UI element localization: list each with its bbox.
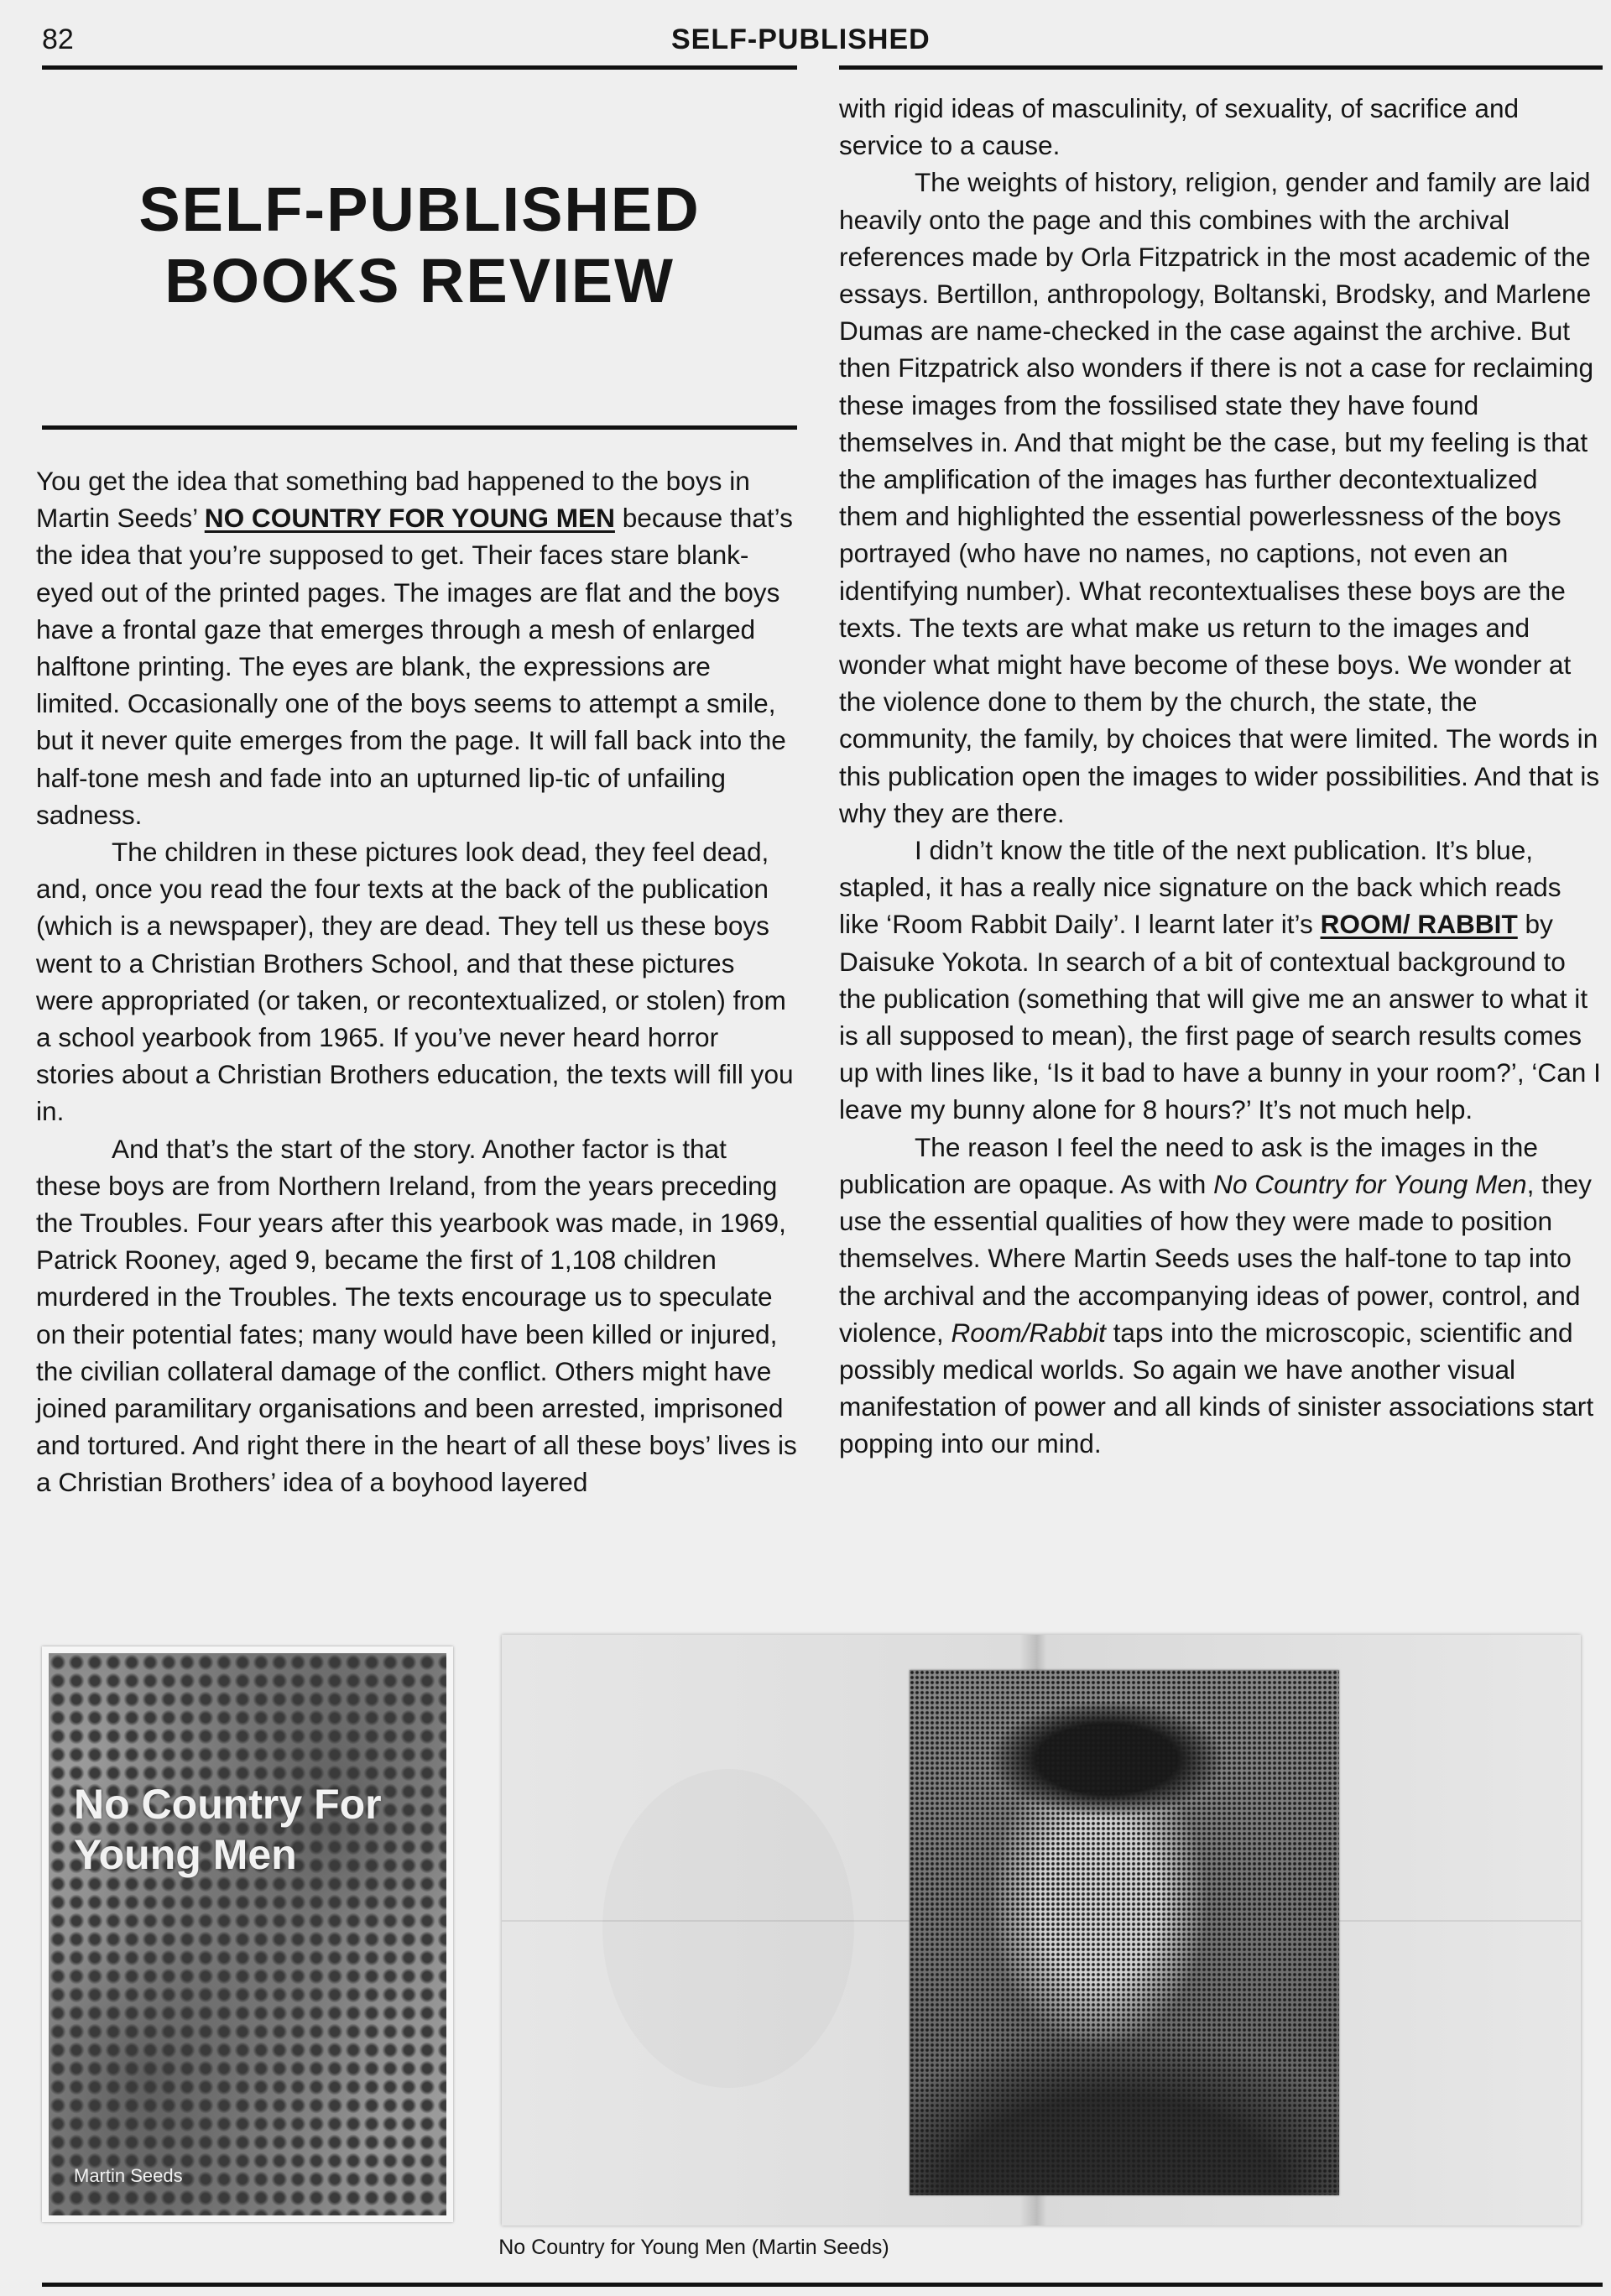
article-title-line2: BOOKS REVIEW	[164, 246, 675, 316]
cover-title: No Country For Young Men	[74, 1781, 382, 1878]
title-rule	[42, 425, 797, 430]
running-head: SELF-PUBLISHED	[671, 23, 931, 55]
page-number: 82	[42, 23, 74, 55]
paragraph	[839, 1129, 1603, 1463]
cover-author: Martin Seeds	[74, 2165, 183, 2186]
text-run: taps into the microscopic, scientific and possibly medical worlds. So again we have another visual manifestation of power and all kinds of sinister associations start popping into our mind.	[839, 1317, 1594, 1459]
paragraph	[839, 832, 1603, 1129]
paragraph: And that’s the start of the story. Another factor is that these boys are from Northern Ireland, from the years preceding the Troubles. Four years after this yearbook was made, in 1969, Patrick Rooney, aged 9, became the first of 1,108 children murdered in the Troubles. The texts encourage us to speculate on their potential fates; many would have been killed or injured, the civilian collateral damage of the conflict. Others might have joined paramilitary organisations and been arrested, imprisoned and tortured. And right there in the heart of all these boys’ lives is a Christian Brothers’ idea of a boyhood layered	[36, 1133, 797, 1498]
header-rule-left	[42, 65, 797, 70]
text-run: The reason I feel the need to ask is the images in the publication are opaque. As with	[839, 1131, 1538, 1199]
paragraph: with rigid ideas of masculinity, of sexuality, of sacrifice and service to a cause.	[839, 93, 1520, 161]
text-run: by Daisuke Yokota. In search of a bit of contextual background to the publication (something that will give me an answer to what it is all supposed to mean), the first page of search results comes up with lines like, ‘Is it bad to have a bunny in your room?’, ‘Can I leave my bunny alone for 8 hours?’ It’s not much help.	[839, 909, 1601, 1125]
right-column	[839, 90, 1603, 1463]
book-title-no-country: NO COUNTRY FOR YOUNG MEN	[204, 503, 615, 534]
text-run: because that’s the idea that you’re supposed to get. Their faces stare blank-eyed out of the printed pages. The images are flat and the boys have a frontal gaze that emerges through a mesh of enlarged halftone printing. The eyes are blank, the expressions are limited. Occasionally one of the boys seems to attempt a smile, but it never quite emerges from the page. It will fall back into the half-tone mesh and fade into an upturned lip-tic of unfailing sadness.	[36, 503, 793, 830]
footer-rule	[42, 2283, 1603, 2287]
cover-image	[42, 1646, 453, 2222]
italic-title: Room/Rabbit	[951, 1317, 1106, 1348]
paragraph: The children in these pictures look dead, they feel dead, and, once you read the four texts at the back of the publication (which is a newspaper), they are dead. They tell us these boys went to a Christian Brothers School, and that these pictures were appropriated (or taken, or recontextualized, or stolen) from a school yearbook from 1965. If you’ve never heard horror stories about a Christian Brothers education, the texts will fill you in.	[36, 837, 794, 1127]
boy-portrait-photo	[910, 1670, 1339, 2195]
figure-caption: No Country for Young Men (Martin Seeds)	[498, 2236, 889, 2259]
paragraph	[36, 462, 797, 833]
article-title-line1: SELF-PUBLISHED	[138, 175, 701, 244]
italic-title: No Country for Young Men	[1213, 1168, 1527, 1199]
left-column	[36, 462, 797, 1501]
paragraph: The weights of history, religion, gender and family are laid heavily onto the page and this combines with the archival references made by Orla Fitzpatrick in the most academic of the essays. Bertillon, anthropology, Boltanski, Brodsky, and Marlene Dumas are name-checked in the case against the archive. But then Fitzpatrick also wonders if there is not a case for reclaiming these images from the fossilised state they have found themselves in. And that might be the case, but my feeling is that the amplification of the images has further decontextualized them and highlighted the essential powerlessness of the boys portrayed (who have no names, no captions, not even an identifying number). What recontextualises these boys are the texts. The texts are what make us return to the images and wonder what might have become of these boys. We wonder at the violence done to them by the church, the state, the community, the family, by choices that were limited. The words in this publication open the images to wider possibilities. And that is why they are there.	[839, 167, 1600, 828]
newspaper-spread-image	[502, 1635, 1581, 2226]
spread-page-shadow	[602, 1769, 854, 2088]
text-run: , they use the essential qualities of how they were made to position themselves. Where Martin Seeds uses the half-tone to tap into the archival and the accompanying ideas of power, control, and violence,	[839, 1168, 1592, 1348]
text-run: You get the idea that something bad happened to the boys in Martin Seeds’	[36, 466, 750, 534]
text-run: I didn’t know the title of the next publication. It’s blue, stapled, it has a really nice signature on the back which reads like ‘Room Rabbit Daily’. I learnt later it’s	[839, 835, 1561, 940]
header-rule-right	[839, 65, 1603, 70]
book-title-room-rabbit: ROOM/ RABBIT	[1320, 909, 1518, 940]
